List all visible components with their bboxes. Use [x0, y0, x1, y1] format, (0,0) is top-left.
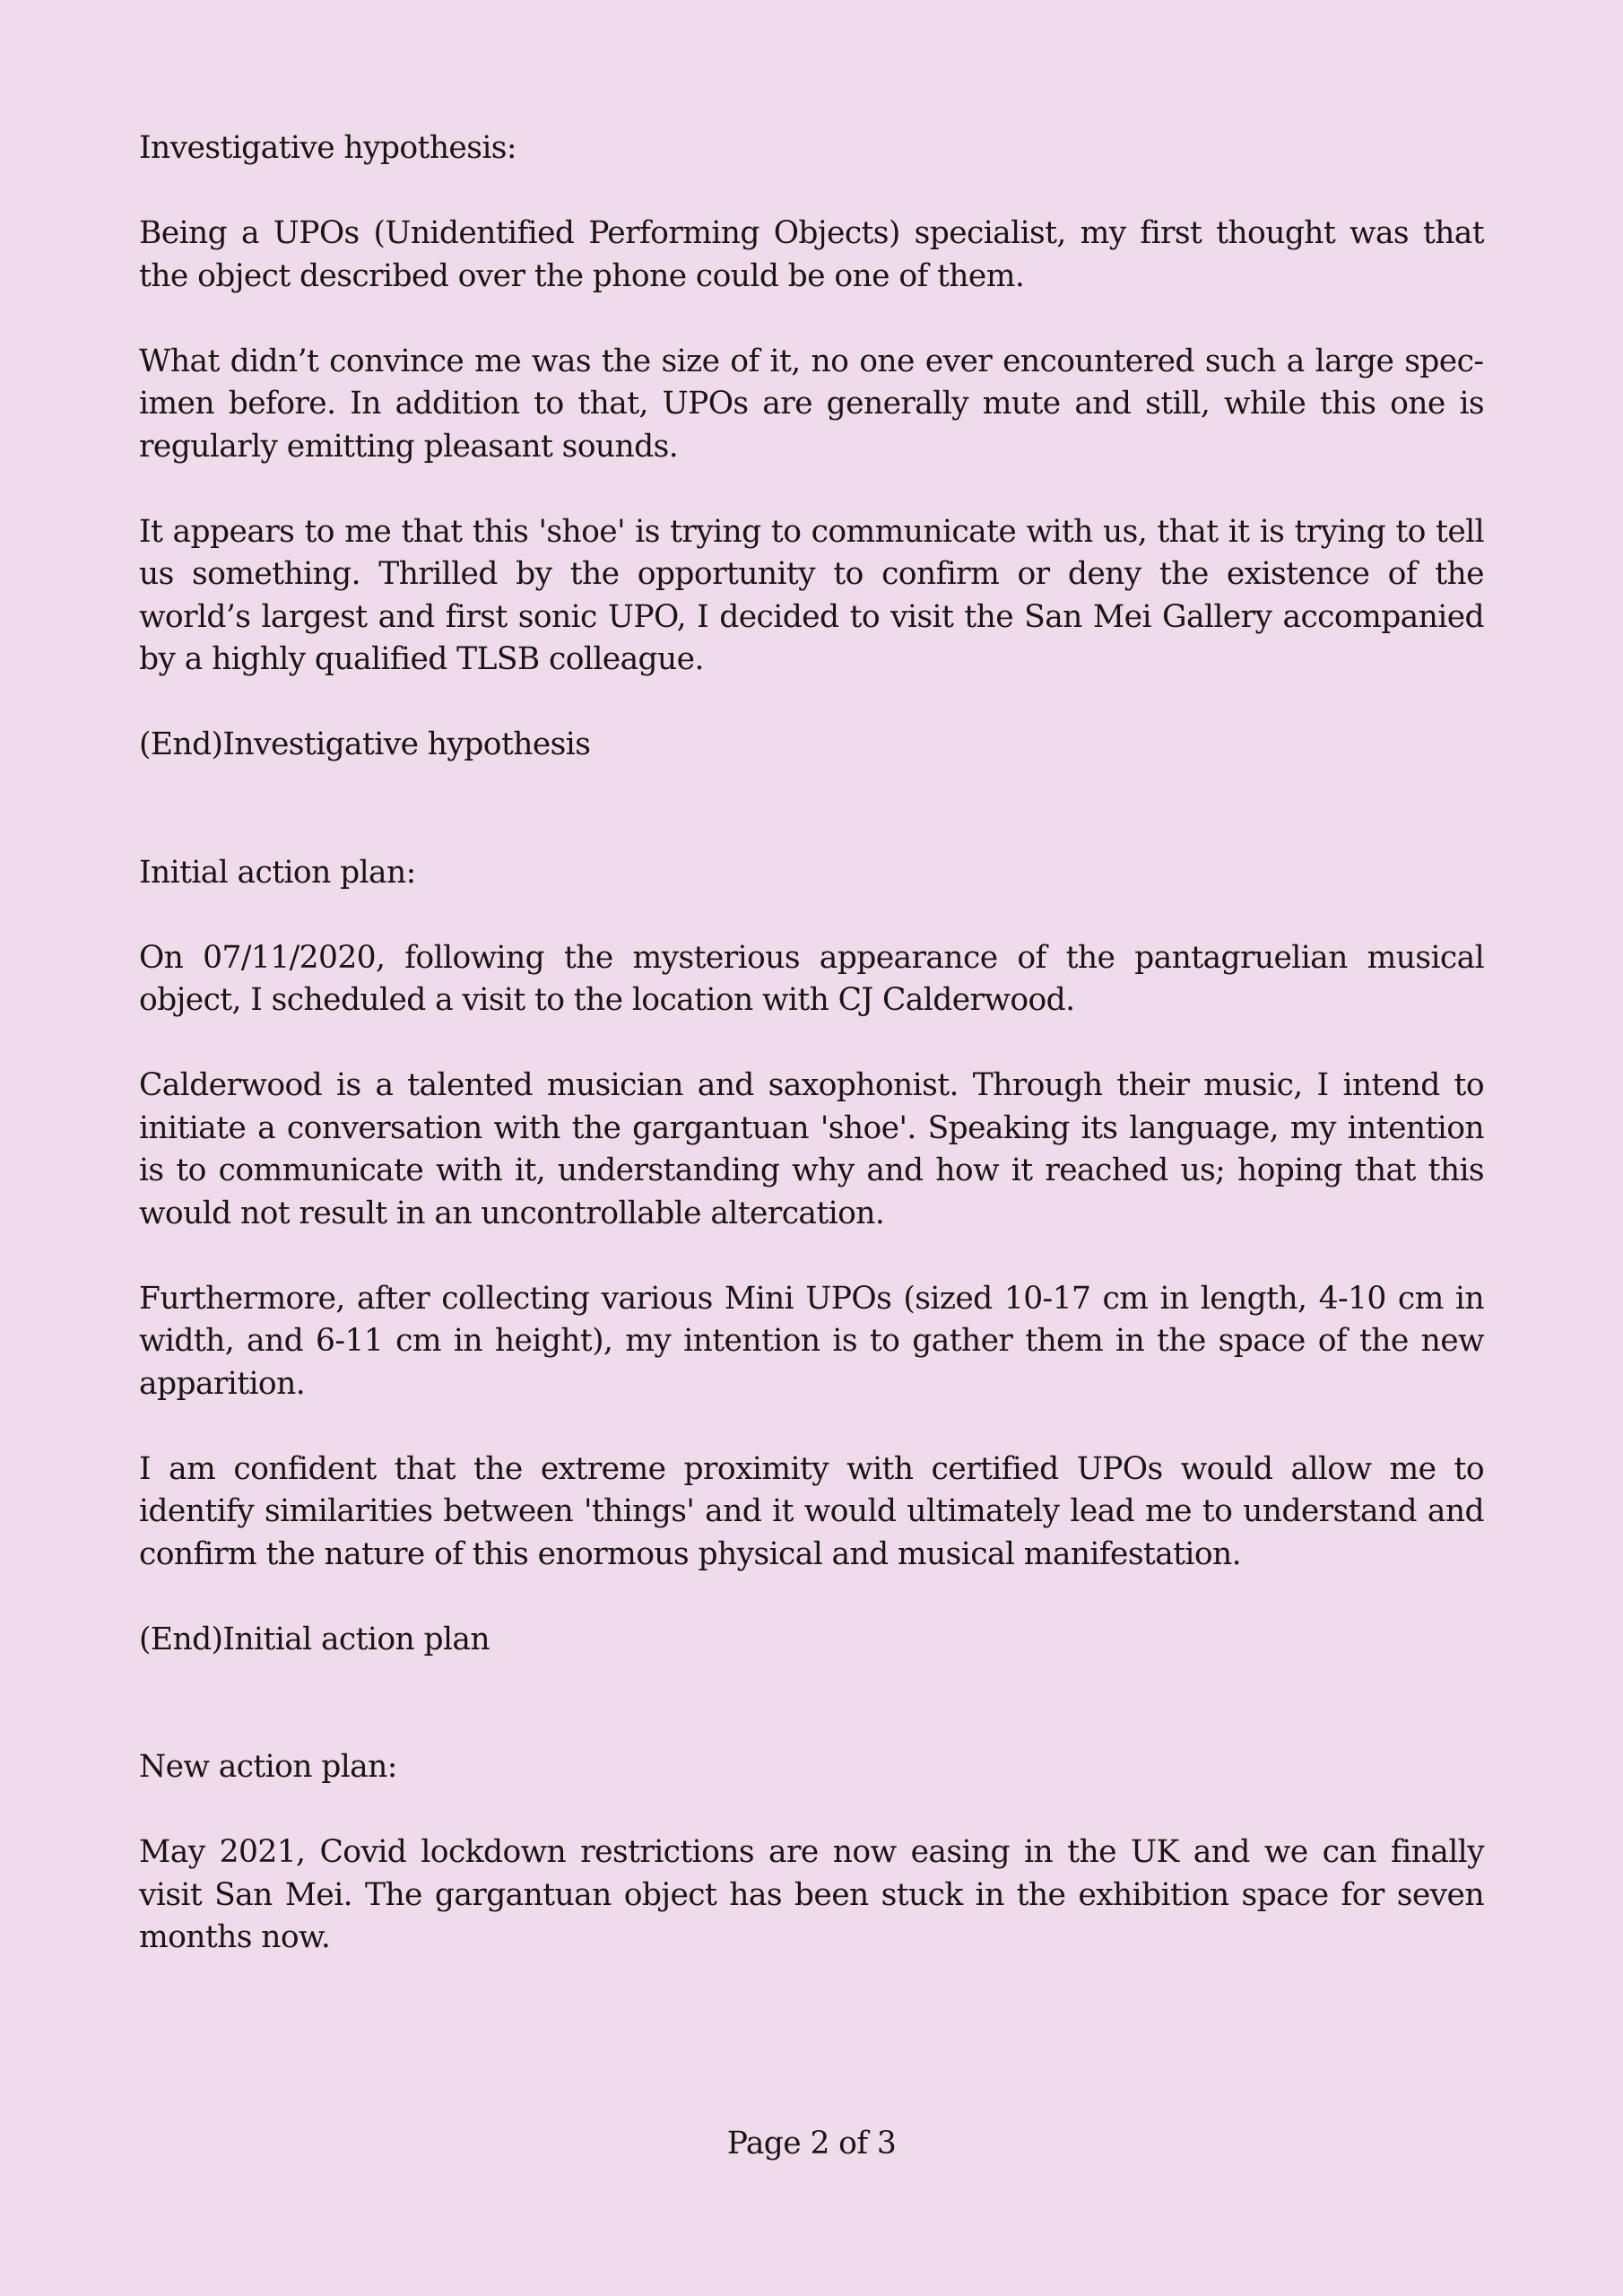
section-heading: New action plan:: [139, 1749, 397, 1785]
section-initial-action-plan: [139, 852, 1484, 1662]
section-new-action-plan: [139, 1746, 1484, 1960]
section-investigative-hypothesis: [139, 127, 1484, 767]
section-heading: Initial action plan:: [139, 854, 416, 891]
document-body: [139, 127, 1484, 1960]
paragraph: It appears to me that this 'shoe' is trying to communicate with us, that it is trying to tell us something. Thrilled by the opportunity to confirm or deny the existence of the world’s largest and first sonic UPO, I decided to visit the San Mei Gallery accompanied by a highly qualified TLSB colleague.: [139, 513, 1484, 677]
page-number: Page 2 of 3: [726, 2126, 897, 2161]
paragraph: What didn’t convince me was the size of it, no one ever encountered such a large specimen before. In addition to that, UPOs are generally mute and still, while this one is regularly emitting pleasant sounds.: [139, 343, 1484, 465]
section-heading: Investigative hypothesis:: [139, 130, 516, 166]
paragraph: Furthermore, after collecting various Mini UPOs (sized 10-17 cm in length, 4-10 cm in width, and 6-11 cm in height), my intention is to gather them in the space of the new apparition.: [139, 1280, 1484, 1402]
section-end-marker: (End)Investigative hypothesis: [139, 726, 591, 762]
section-end-marker: (End)Initial action plan: [139, 1621, 490, 1657]
paragraph: I am confident that the extreme proximity with certified UPOs would allow me to identify similarities between 'things' and it would ultimately lead me to understand and confirm the nature of this enormous physical and musical manifestation.: [139, 1450, 1484, 1572]
paragraph: May 2021, Covid lockdown restrictions are now easing in the UK and we can finally visit San Mei. The gargantuan object has been stuck in the exhibition space for seven months now.: [139, 1834, 1484, 1955]
paragraph: On 07/11/2020, following the mysterious appearance of the pantagruelian musical object, I scheduled a visit to the location with CJ Calderwood.: [139, 939, 1484, 1018]
paragraph: Calderwood is a talented musician and saxophonist. Through their music, I intend to initiate a conversation with the gargantuan 'shoe'. Speaking its language, my intention is to communicate with it, understanding why and how it reached us; hoping that this would not result in an uncontrollable altercation.: [139, 1067, 1484, 1231]
paragraph: Being a UPOs (Unidentified Performing Objects) specialist, my first thought was that the object described over the phone could be one of them.: [139, 215, 1484, 294]
